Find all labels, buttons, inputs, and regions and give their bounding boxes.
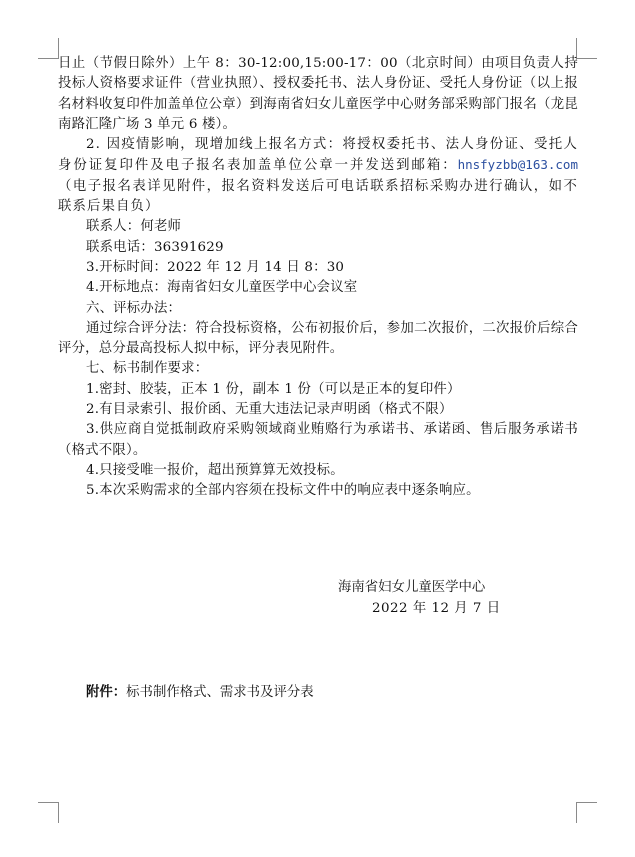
crop-mark-bottom-right bbox=[576, 802, 597, 823]
heading-bid-requirements: 七、标书制作要求： bbox=[86, 361, 209, 377]
signature-organization: 海南省妇女儿童医学中心 bbox=[338, 580, 486, 595]
list-item-requirement-2: 2.有目录索引、报价函、无重大违法记录声明函（格式不限） bbox=[86, 402, 453, 418]
list-item-requirement-5: 5.本次采购需求的全部内容须在投标文件中的响应表中逐条响应。 bbox=[86, 483, 480, 499]
paragraph-registration-hours: 日止（节假日除外）上午 8：30-12:00,15:00-17：00（北京时间）由项目负责人持投标人资格要求证件（营业执照）、授权委托书、法人身份证、受托人身份证（以上报名材料收复印件加盖单位公章）到海南省妇女儿童医学中心财务部采购部门报名（龙昆南路汇隆广场 3 单元 6 楼）。 bbox=[58, 56, 578, 132]
paragraph-online-registration bbox=[58, 135, 578, 217]
attachment-line bbox=[86, 682, 314, 703]
list-item-requirement-4: 4.只接受唯一报价，超出预算算无效投标。 bbox=[86, 462, 344, 478]
paragraph-evaluation-method: 通过综合评分法：符合投标资格，公布初报价后，参加二次报价，二次报价后综合评分，总分最高投标人拟中标，评分表见附件。 bbox=[58, 320, 578, 357]
online-registration-text: 2. 因疫情影响，现增加线上报名方式：将授权委托书、法人身份证、受托人身份证复印件及电子报名表加盖单位公章一并发送到邮箱： bbox=[58, 137, 578, 174]
email-link[interactable]: hnsfyzbb@163.com bbox=[457, 157, 578, 173]
list-item-requirement-1: 1.密封、胶装，正本 1 份，副本 1 份（可以是正本的复印件） bbox=[86, 381, 461, 397]
list-item-requirement-3: 3.供应商自觉抵制政府采购领域商业贿赂行为承诺书、承诺函、售后服务承诺书（格式不限）。 bbox=[58, 422, 578, 458]
paragraph-opening-location: 4.开标地点：海南省妇女儿童医学中心会议室 bbox=[86, 280, 358, 296]
online-registration-note: （电子报名表详见附件，报名资料发送后可电话联系招标采购办进行确认，如不联系后果自负） bbox=[58, 178, 578, 215]
signature-date: 2022 年 12 月 7 日 bbox=[372, 601, 501, 616]
paragraph-opening-time: 3.开标时间：2022 年 12 月 14 日 8：30 bbox=[86, 259, 345, 275]
attachment-label: 附件： bbox=[86, 684, 127, 700]
attachment-text: 标书制作格式、需求书及评分表 bbox=[126, 685, 314, 700]
paragraph-contact-phone: 联系电话：36391629 bbox=[86, 239, 224, 255]
crop-mark-top-right bbox=[576, 38, 597, 59]
crop-mark-bottom-left bbox=[38, 802, 59, 823]
heading-evaluation-method: 六、评标办法： bbox=[86, 300, 182, 316]
crop-mark-top-left bbox=[38, 38, 59, 59]
paragraph-contact-person: 联系人：何老师 bbox=[86, 219, 182, 235]
document-body bbox=[58, 54, 578, 502]
